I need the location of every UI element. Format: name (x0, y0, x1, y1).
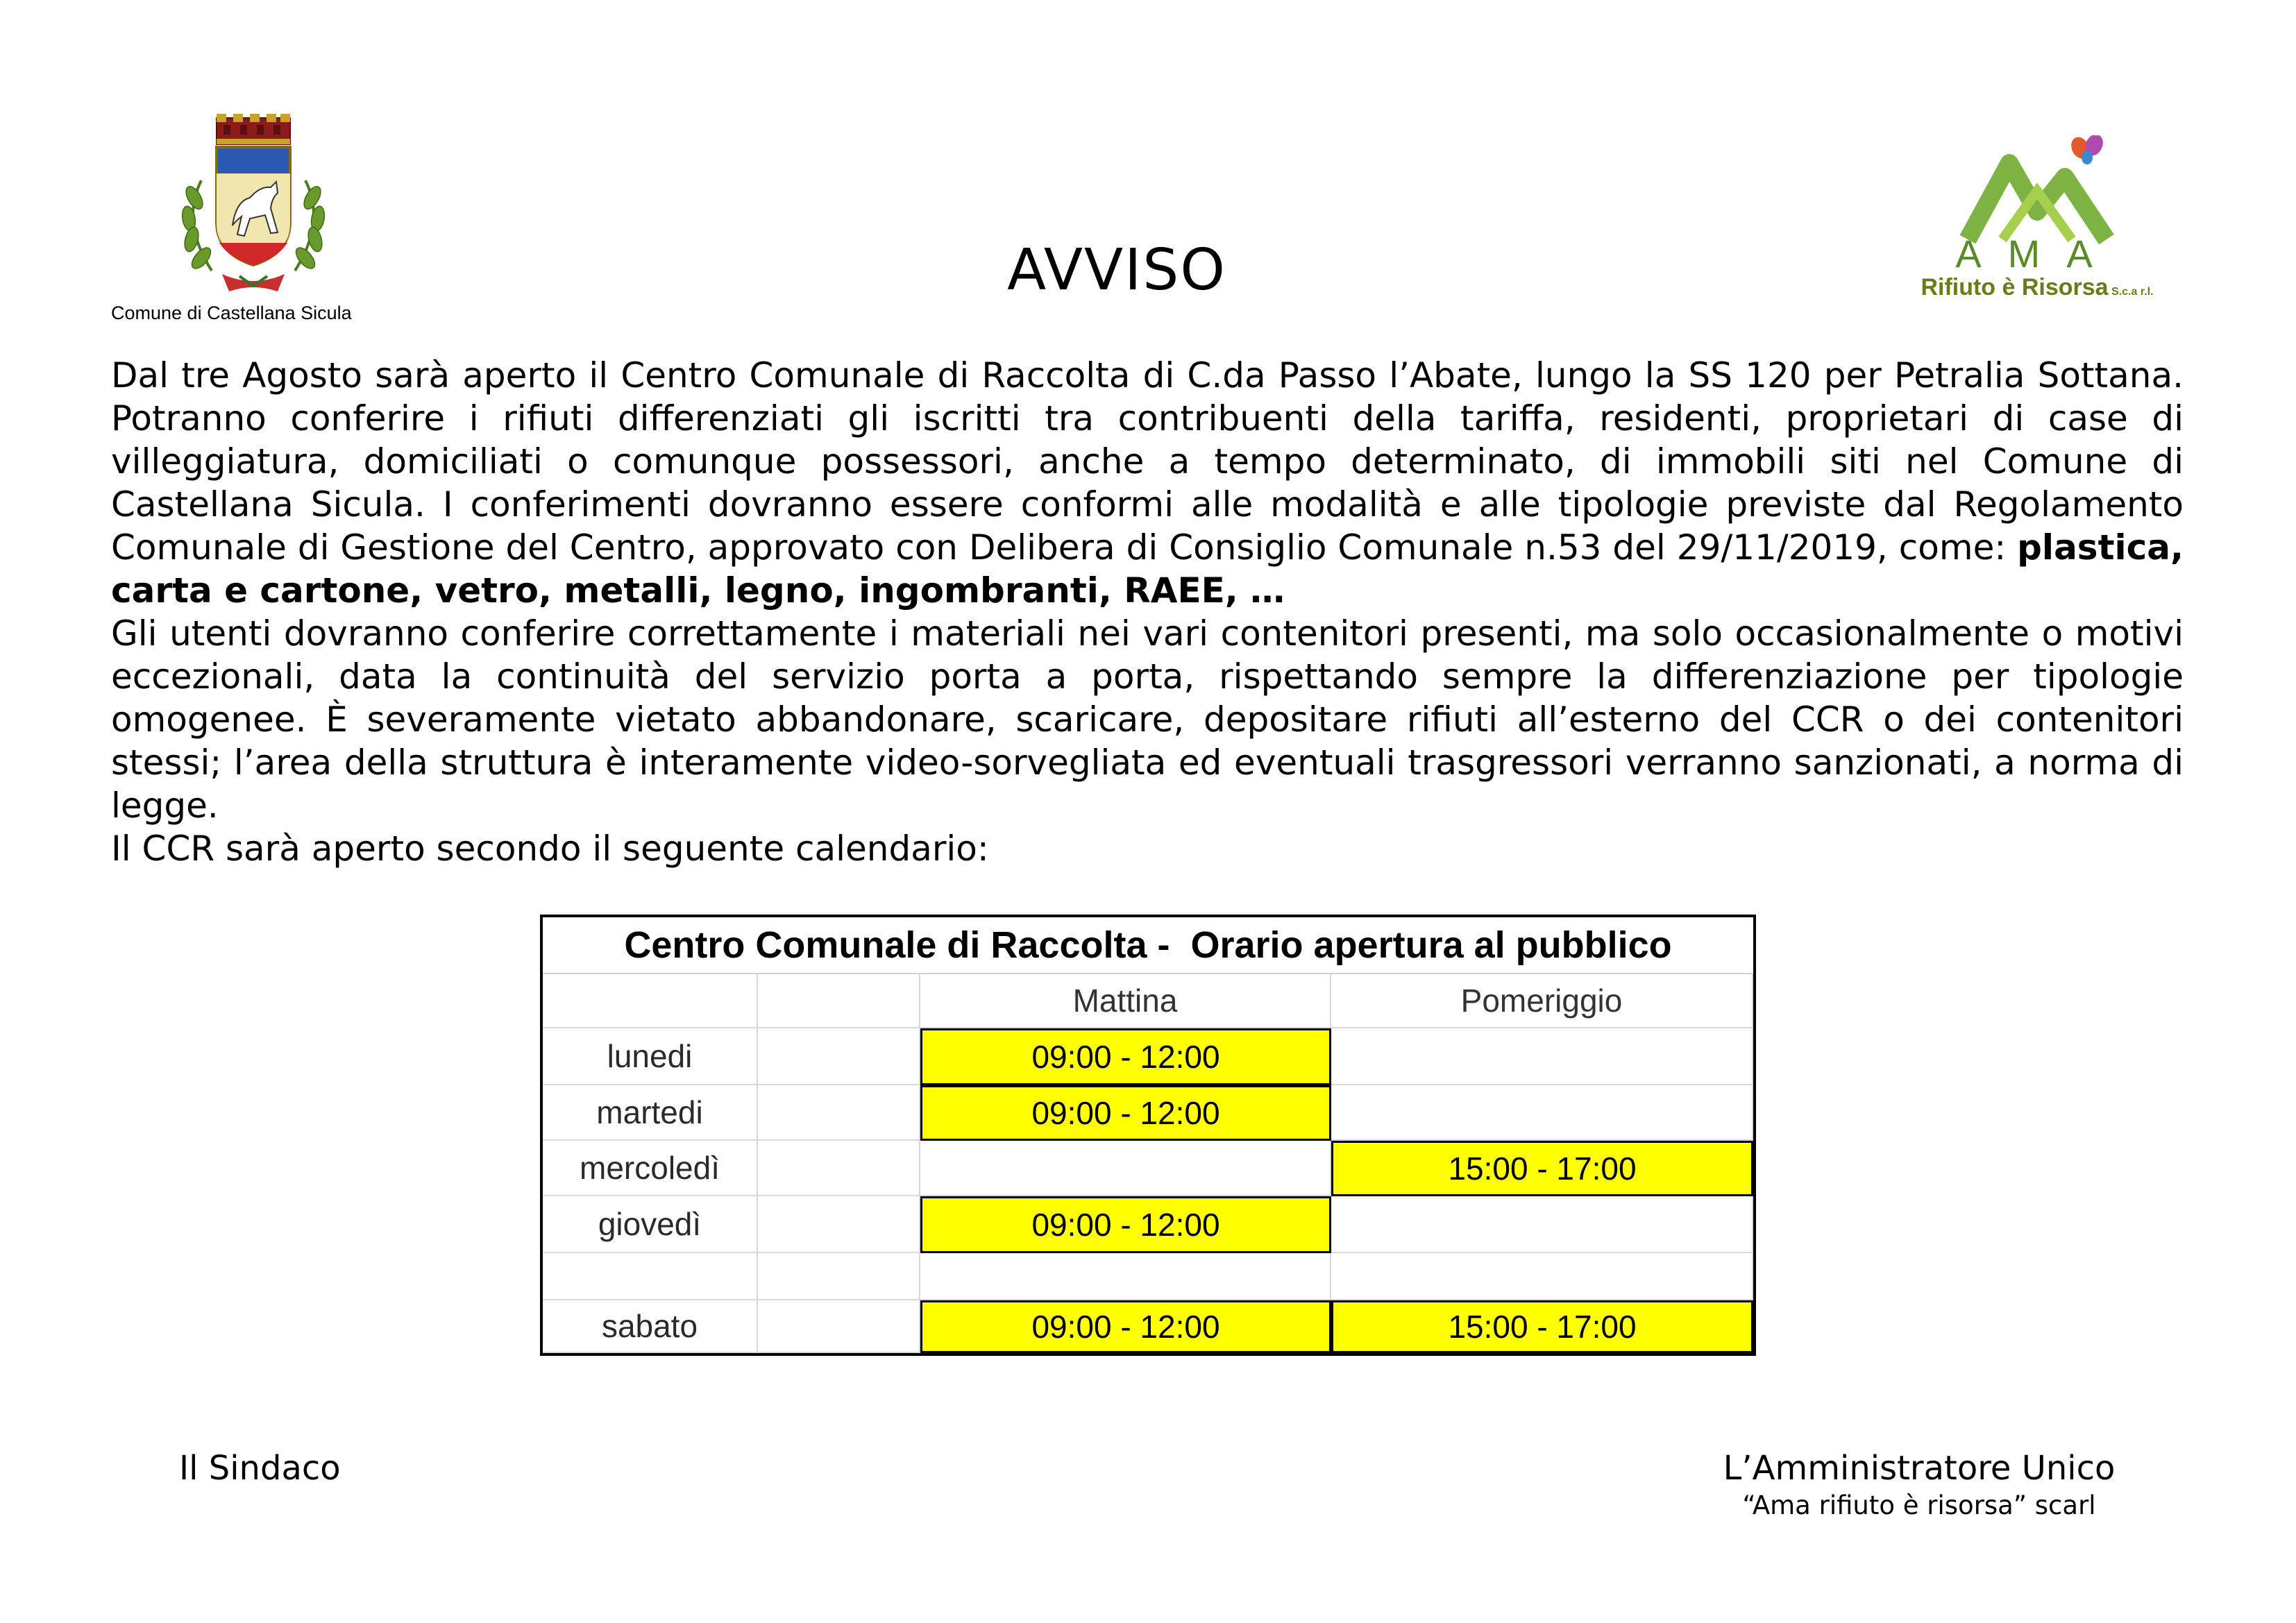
schedule-day-cell: lunedi (543, 1028, 758, 1085)
schedule-morning-cell: 09:00 - 12:00 (920, 1028, 1331, 1085)
schedule-empty-cell (758, 1253, 920, 1300)
schedule-day-cell: mercoledì (543, 1141, 758, 1196)
page-title: AVVISO (1007, 237, 1226, 303)
materials-list: plastica, carta e cartone, vetro, metalli, legno, ingombranti, RAEE, … (111, 527, 2184, 611)
schedule-morning-cell (920, 1253, 1331, 1300)
signature-administrator: L’Amministratore Unico (1723, 1449, 2116, 1488)
schedule-column-header: Pomeriggio (1331, 974, 1753, 1028)
schedule-day-cell: giovedì (543, 1196, 758, 1253)
schedule-column-header (543, 974, 758, 1028)
notice-intro: Dal tre Agosto sarà aperto il Centro Comunale di Raccolta di C.da Passo l’Abate, lungo la SS 120 per Petralia Sottana. Potranno conferire i rifiuti differenziati gli iscritti tra contribuenti della tariffa, residenti, proprietari di case di villeggiatura, domiciliati o comunque possessori, anche a tempo determinato, di immobili siti nel Comune di Castellana Sicula. I conferimenti dovranno essere conformi alle modalità e alle tipologie previste dal Regolamento Comunale di Gestione del Centro, approvato con Delibera di Consiglio Comunale n.53 del 29/11/2019, come: (111, 355, 2184, 568)
schedule-afternoon-cell (1331, 1028, 1753, 1085)
schedule-empty-cell (758, 1196, 920, 1253)
schedule-day-cell (543, 1253, 758, 1300)
notice-paragraph-1 (111, 354, 2184, 612)
schedule-afternoon-cell (1331, 1196, 1753, 1253)
schedule-afternoon-cell (1331, 1085, 1753, 1141)
schedule-day-cell: martedi (543, 1085, 758, 1141)
notice-body (111, 354, 2184, 870)
schedule-morning-cell: 09:00 - 12:00 (920, 1196, 1331, 1253)
schedule-morning-cell: 09:00 - 12:00 (920, 1300, 1331, 1353)
ama-suffix: S.c.a r.l. (2111, 286, 2154, 298)
schedule-empty-cell (758, 1028, 920, 1085)
signature-sindaco: Il Sindaco (179, 1449, 341, 1488)
signature-company: “Ama rifiuto è risorsa” scarl (1742, 1490, 2096, 1520)
schedule-empty-cell (758, 1300, 920, 1353)
schedule-empty-cell (758, 1141, 920, 1196)
schedule-empty-cell (758, 1085, 920, 1141)
notice-paragraph-3: Il CCR sarà aperto secondo il seguente calendario: (111, 829, 989, 869)
schedule-table (540, 915, 1756, 1356)
schedule-column-header: Mattina (920, 974, 1331, 1028)
ama-logo (1898, 135, 2176, 298)
notice-paragraph-2: Gli utenti dovranno conferire correttamente i materiali nei vari contenitori presenti, ma solo occasionalmente o motivi eccezionali, data la continuità del servizio porta a porta, rispettando sempre la differenziazione per tipologie omogenee. È severamente vietato abbandonare, scaricare, depositare rifiuti all’esterno del CCR o dei contenitori stessi; l’area della struttura è interamente video-sorvegliata ed eventuali trasgressori verranno sanzionati, a norma di legge. (111, 613, 2184, 826)
schedule-afternoon-cell: 15:00 - 17:00 (1331, 1141, 1753, 1196)
schedule-column-header (758, 974, 920, 1028)
schedule-afternoon-cell (1331, 1253, 1753, 1300)
schedule-day-cell: sabato (543, 1300, 758, 1353)
ama-tagline: Rifiuto è Risorsa (1921, 274, 2109, 300)
schedule-title: Centro Comunale di Raccolta - Orario apertura al pubblico (543, 917, 1753, 974)
schedule-morning-cell (920, 1141, 1331, 1196)
ama-brand: AMA (1955, 232, 2119, 275)
schedule-afternoon-cell: 15:00 - 17:00 (1331, 1300, 1753, 1353)
ama-mountain-icon (1898, 135, 2176, 246)
comune-label: Comune di Castellana Sicula (111, 303, 352, 323)
schedule-morning-cell: 09:00 - 12:00 (920, 1085, 1331, 1141)
